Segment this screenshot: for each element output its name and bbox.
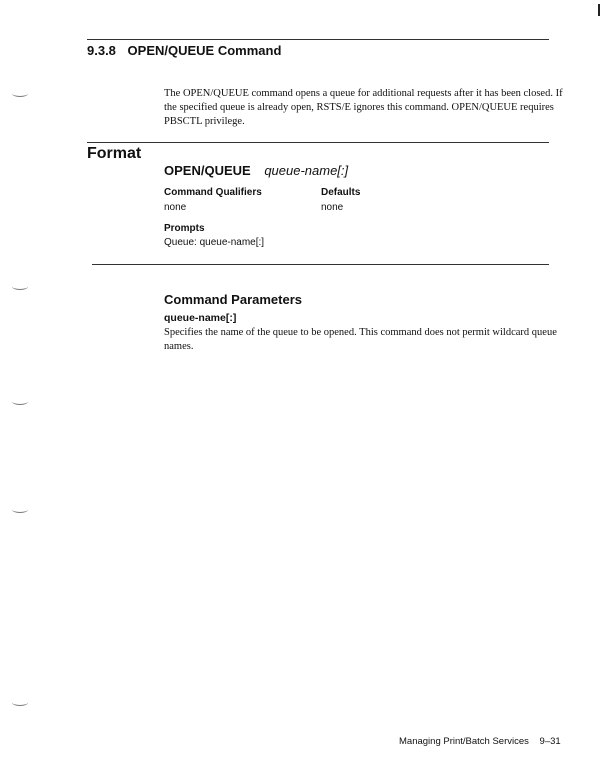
prompt-text: Queue: queue-name[:] — [164, 237, 265, 248]
margin-mark — [12, 506, 28, 513]
edge-mark — [598, 4, 600, 16]
margin-mark — [12, 90, 28, 97]
intro-paragraph — [164, 87, 564, 129]
parameters-rule — [92, 264, 549, 265]
format-command: OPEN/QUEUE — [164, 163, 251, 178]
parameters-heading: Command Parameters — [164, 292, 302, 307]
page-footer — [399, 736, 561, 747]
section-title: OPEN/QUEUE Command — [127, 43, 282, 58]
qualifiers-header: Command Qualifiers — [164, 187, 262, 198]
running-title: Managing Print/Batch Services — [399, 736, 529, 747]
qualifier-value: none — [164, 202, 187, 213]
top-rule — [87, 39, 549, 40]
intro-text: The OPEN/QUEUE command opens a queue for additional requests after it has been closed. If the specified queue is already open, RSTS/E ignores this command. OPEN/QUEUE requires PBSCTL privilege. — [164, 88, 563, 127]
section-heading — [87, 43, 281, 58]
defaults-header: Defaults — [321, 187, 361, 198]
default-value: none — [321, 202, 344, 213]
parameter-name: queue-name[:] — [164, 312, 237, 324]
format-heading: Format — [87, 145, 142, 162]
section-number: 9.3.8 — [87, 43, 116, 58]
format-syntax — [164, 163, 348, 178]
format-argument: queue-name[:] — [264, 163, 349, 178]
format-rule — [87, 142, 549, 143]
margin-mark — [12, 398, 28, 405]
margin-mark — [12, 283, 28, 290]
page-number: 9–31 — [539, 736, 561, 747]
margin-mark — [12, 699, 28, 706]
parameter-description: Specifies the name of the queue to be opened. This command does not permit wildcard queue names. — [164, 327, 557, 352]
prompts-header: Prompts — [164, 223, 205, 234]
